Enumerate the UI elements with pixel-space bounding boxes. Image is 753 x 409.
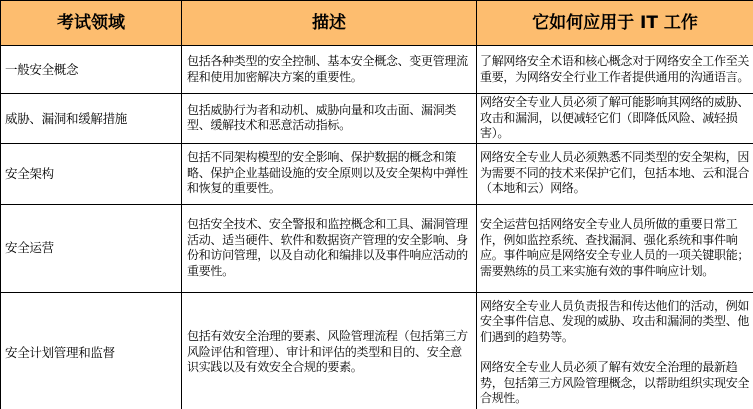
description-cell: 包括威胁行为者和动机、威胁向量和攻击面、漏洞类型、缓解技术和恶意活动指标。: [182, 94, 477, 144]
table-row: [1, 204, 753, 292]
application-paragraph-1: 网络安全专业人员负责报告和传达他们的活动，例如安全事件信息、发现的威胁、攻击和漏洞的类型、他们遇到的趋势等。: [480, 298, 750, 344]
area-cell: 安全运营: [1, 204, 182, 292]
table-row: [1, 143, 753, 204]
application-cell: 网络安全专业人员必须了解可能影响其网络的威胁、攻击和漏洞，以便减轻它们（即降低风险、减轻损害）。: [477, 94, 753, 144]
application-cell: [477, 292, 753, 409]
table-row: [1, 46, 753, 94]
area-cell: 安全架构: [1, 143, 182, 204]
description-cell: 包括各种类型的安全控制、基本安全概念、变更管理流程和使用加密解决方案的重要性。: [182, 46, 477, 94]
description-cell: 包括安全技术、安全警报和监控概念和工具、漏洞管理活动、适当硬件、软件和数据资产管理的安全影响、身份和访问管理，以及自动化和编排以及事件响应活动的重要性。: [182, 204, 477, 292]
table-row: [1, 292, 753, 409]
application-paragraph-2: 网络安全专业人员必须了解有效安全治理的最新趋势，包括第三方风险管理概念，以帮助组织实现安全合规性。: [480, 360, 750, 405]
application-cell: 安全运营包括网络安全专业人员所做的重要日常工作，例如监控系统、查找漏洞、强化系统和事件响应。事件响应是网络安全专业人员的一项关键职能；需要熟练的员工来实施有效的事件响应计划。: [477, 204, 753, 292]
header-row: [1, 1, 753, 46]
area-cell: 威胁、漏洞和缓解措施: [1, 94, 182, 144]
table-row: [1, 94, 753, 144]
header-description: 描述: [182, 1, 477, 46]
description-cell: 包括不同架构模型的安全影响、保护数据的概念和策略、保护企业基础设施的安全原则以及安全架构中弹性和恢复的重要性。: [182, 143, 477, 204]
area-cell: 安全计划管理和监督: [1, 292, 182, 409]
description-cell: 包括有效安全治理的要素、风险管理流程（包括第三方风险评估和管理）、审计和评估的类型和目的、安全意识实践以及有效安全合规的要素。: [182, 292, 477, 409]
application-cell: 了解网络安全术语和核心概念对于网络安全工作至关重要，为网络安全行业工作者提供通用的沟通语言。: [477, 46, 753, 94]
header-area: 考试领域: [1, 1, 182, 46]
application-cell: 网络安全专业人员必须熟悉不同类型的安全架构，因为需要不同的技术来保护它们，包括本地、云和混合（本地和云）网络。: [477, 143, 753, 204]
area-cell: 一般安全概念: [1, 46, 182, 94]
header-application: 它如何应用于 IT 工作: [477, 1, 753, 46]
